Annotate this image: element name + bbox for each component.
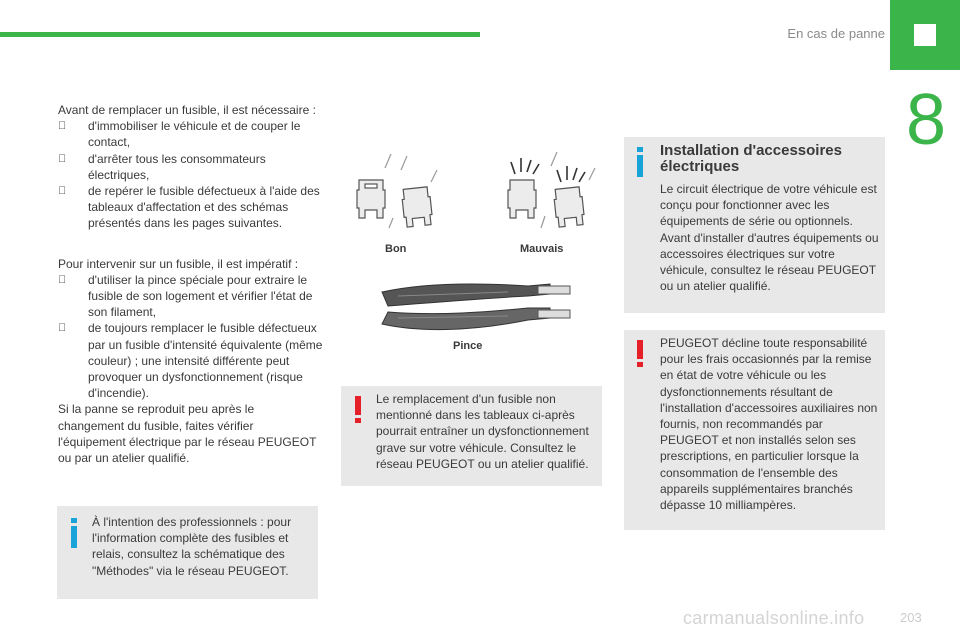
chapter-tab — [890, 0, 960, 70]
bullet-icon — [58, 183, 66, 199]
bad-fuse-illustration — [508, 152, 595, 228]
fuse-warning-text: Le remplacement d'un fusible non mentionné dans les tableaux ci-après pourrait entraîner un dysfonctionnement grave sur votre véhicule. Consultez le réseau PEUGEOT ou un atelier qualifié. — [376, 392, 589, 471]
bullet-icon — [58, 272, 66, 288]
fuse-good-label: Bon — [385, 243, 407, 255]
list-item: de toujours remplacer le fusible défectueux par un fusible d'intensité équivalente (même couleur) ; une intensité différente peut provoquer un dysfonctionnement (risque d'incendie). — [58, 320, 323, 401]
pro-info-note — [57, 506, 318, 599]
fuse-bad-label: Mauvais — [520, 243, 564, 255]
pliers-illustration — [378, 278, 578, 338]
bullet-icon — [58, 118, 66, 134]
intro-text-2: Pour intervenir sur un fusible, il est impératif : — [58, 256, 299, 271]
warning-icon — [355, 396, 361, 423]
pro-info-text: À l'intention des professionnels : pour l'information complète des fusibles et relais, consultez la schématique des "Méthodes" via le réseau PEUGEOT. — [92, 515, 292, 578]
fuse-warning-note — [341, 386, 602, 486]
list-item: d'immobiliser le véhicule et de couper le contact, — [58, 118, 323, 150]
bullet-icon — [58, 320, 66, 336]
closing-text: Si la panne se reproduit peu après le changement du fusible, faites vérifier l'équipement électrique par le réseau PEUGEOT ou par un atelier qualifié. — [58, 402, 317, 466]
bullet-icon — [58, 151, 66, 167]
chapter-square-icon — [914, 24, 936, 46]
bullet-list-requirements — [58, 272, 323, 402]
accessories-info-note — [624, 137, 885, 313]
section-title: En cas de panne — [787, 26, 885, 41]
accessories-text: Le circuit électrique de votre véhicule est conçu pour fonctionner avec les équipements de série ou optionnels. Avant d'installer d'autres équipements ou accessoires électriques sur votre véhicule, consultez le réseau PEUGEOT ou un atelier qualifié. — [660, 182, 879, 294]
left-column — [58, 102, 323, 466]
warning-icon — [637, 340, 643, 367]
accessories-title: Installation d'accessoires électriques — [660, 142, 842, 175]
list-item: de repérer le fusible défectueux à l'aide des tableaux d'affectation et des schémas présentés dans les pages suivantes. — [58, 183, 323, 232]
list-item: d'utiliser la pince spéciale pour extraire le fusible de son logement et vérifier l'état de son filament, — [58, 272, 323, 321]
header-accent-bar — [0, 32, 480, 37]
bullet-list-precautions — [58, 118, 323, 231]
liability-warning-note — [624, 330, 885, 530]
liability-warning-text: PEUGEOT décline toute responsabilité pour les frais occasionnés par la remise en état de votre véhicule ou les dysfonctionnements résultant de l'installation d'accessoires auxiliaires non fournis, non recommandés par PEUGEOT et non installés selon ses prescriptions, en particulier lorsque la consommation de l'ensemble des appareils supplémentaires branchés dépasse 10 milliampères. — [660, 336, 878, 513]
intro-text: Avant de remplacer un fusible, il est nécessaire : — [58, 103, 316, 117]
watermark: carmanualsonline.info — [683, 608, 865, 628]
info-icon — [71, 518, 77, 548]
list-item: d'arrêter tous les consommateurs électriques, — [58, 151, 323, 183]
info-icon — [637, 147, 643, 177]
page-number: 203 — [900, 610, 922, 625]
pliers-label: Pince — [453, 340, 483, 352]
good-fuse-illustration — [357, 154, 437, 228]
fuse-illustration — [345, 140, 605, 240]
chapter-number: 8 — [905, 80, 947, 160]
